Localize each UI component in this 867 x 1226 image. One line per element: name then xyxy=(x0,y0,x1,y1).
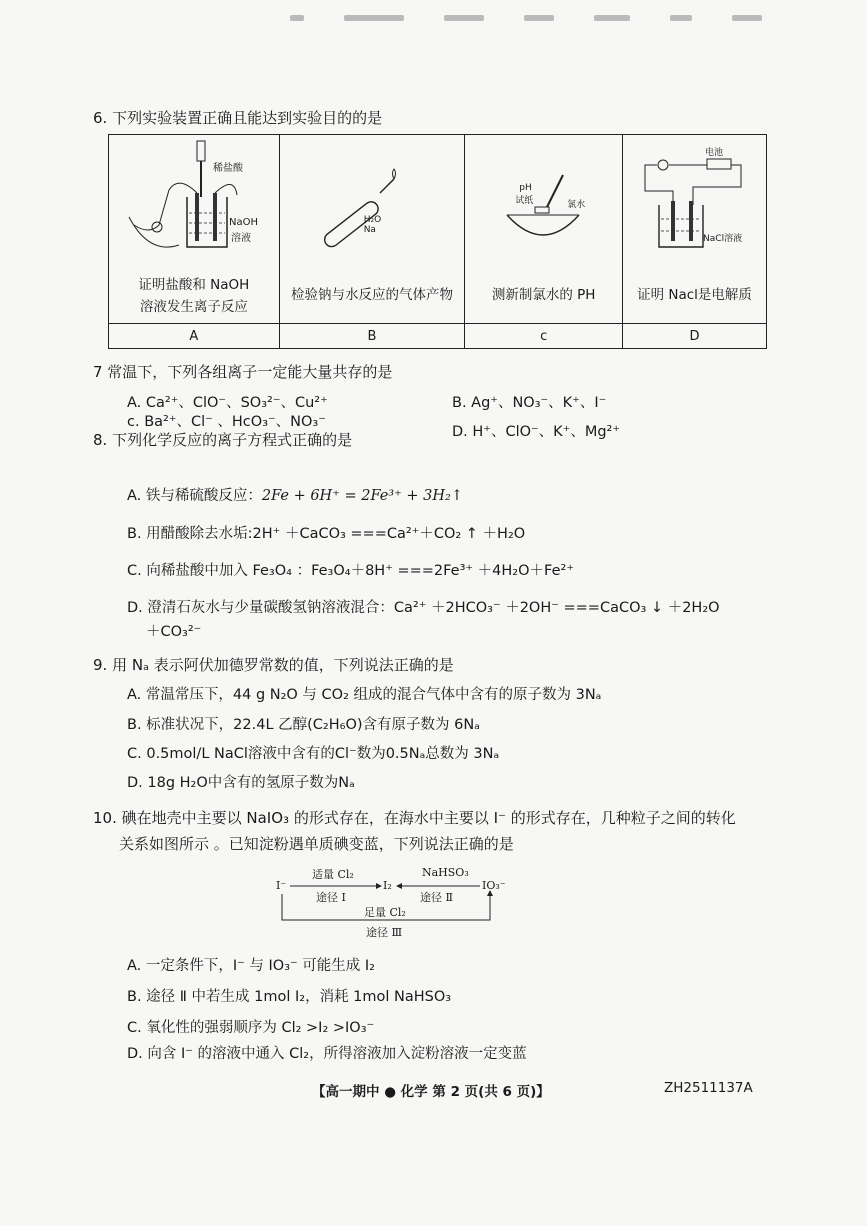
q10-option-a: A. 一定条件下，I⁻ 与 IO₃⁻ 可能生成 I₂ xyxy=(127,958,375,974)
iodine-conversion-diagram xyxy=(272,864,512,942)
exam-code: ZH2511137A xyxy=(664,1080,753,1096)
q8-option-a-equation: 2Fe + 6H⁺ = 2Fe³⁺ + 3H₂↑ xyxy=(261,488,463,504)
q6-experiment-table xyxy=(108,134,767,349)
q8-option-d-line1: D. 澄清石灰水与少量碳酸氢钠溶液混合：Ca²⁺ ＋2HCO₃⁻ ＋2OH⁻ ===CaCO₃ ↓ ＋2H₂O xyxy=(127,600,720,616)
q6-letter-a: A xyxy=(109,324,280,349)
q6-letter-d: D xyxy=(623,324,767,349)
species-iodide: I⁻ xyxy=(276,879,287,892)
label-h2o: H₂O xyxy=(363,215,382,225)
q8-option-a xyxy=(127,486,463,506)
label-naoh: NaOH xyxy=(229,217,258,228)
q9-option-b: B. 标准状况下，22.4L 乙醇(C₂H₆O)含有原子数为 6Nₐ xyxy=(127,717,480,733)
q8-option-a-prefix: A. 铁与稀硫酸反应： xyxy=(127,488,262,504)
label-chlorine-water: 氯水 xyxy=(567,200,586,210)
q6-letter-c: c xyxy=(465,324,623,349)
page-footer: 【高一期中 ● 化学 第 2 页(共 6 页)】 xyxy=(312,1084,550,1100)
q8-option-b: B. 用醋酸除去水垢:2H⁺ ＋CaCO₃ ===Ca²⁺＋CO₂ ↑ ＋H₂O xyxy=(127,526,526,542)
q9-option-a: A. 常温常压下，44 g N₂O 与 CO₂ 组成的混合气体中含有的原子数为 3Nₐ xyxy=(127,687,602,703)
q8-option-c: C. 向稀盐酸中加入 Fe₃O₄ ：Fe₃O₄＋8H⁺ ===2Fe³⁺ ＋4H₂O＋Fe²⁺ xyxy=(127,563,574,579)
route-3-label: 途径 Ⅲ xyxy=(366,926,403,939)
q9-option-d: D. 18g H₂O中含有的氢原子数为Nₐ xyxy=(127,775,355,791)
q7-option-b: B. Ag⁺、NO₃⁻、K⁺、I⁻ xyxy=(452,395,607,411)
q6-stem: 6. 下列实验装置正确且能达到实验目的的是 xyxy=(93,109,383,127)
q6-cell-a xyxy=(109,135,280,324)
q6-b-desc: 检验钠与水反应的气体产物 xyxy=(290,287,453,303)
label-ph: pH xyxy=(519,183,532,193)
q6-cell-d xyxy=(623,135,767,324)
reagent-cl2-excess: 足量 Cl₂ xyxy=(364,906,406,919)
q10-stem-line2: 关系如图所示 。已知淀粉遇单质碘变蓝，下列说法正确的是 xyxy=(119,835,514,853)
q8-stem: 8. 下列化学反应的离子方程式正确的是 xyxy=(93,431,353,449)
label-naoh-solution: 溶液 xyxy=(231,233,251,244)
q6-a-desc-1: 证明盐酸和 NaOH xyxy=(138,277,250,293)
q7-stem: 7 常温下，下列各组离子一定能大量共存的是 xyxy=(93,363,393,381)
q9-stem: 9. 用 Nₐ 表示阿伏加德罗常数的值，下列说法正确的是 xyxy=(93,656,454,674)
q10-stem-line1: 10. 碘在地壳中主要以 NaIO₃ 的形式存在，在海水中主要以 I⁻ 的形式存在，几种粒子之间的转化 xyxy=(93,809,736,827)
q10-option-b: B. 途径 Ⅱ 中若生成 1mol I₂，消耗 1mol NaHSO₃ xyxy=(127,989,452,1005)
q6-d-desc: 证明 Nacl是电解质 xyxy=(637,287,752,303)
q6-cell-c xyxy=(465,135,623,324)
reagent-nahso3: NaHSO₃ xyxy=(422,866,469,879)
species-iodine: I₂ xyxy=(383,879,392,892)
reagent-cl2-moderate: 适量 Cl₂ xyxy=(312,868,354,881)
label-nacl-solution: NaCl溶液 xyxy=(703,234,743,244)
label-na: Na xyxy=(363,225,376,235)
q7-option-a: A. Ca²⁺、ClO⁻、SO₃²⁻、Cu²⁺ xyxy=(127,395,328,411)
q9-option-c: C. 0.5mol/L NaCl溶液中含有的Cl⁻数为0.5Nₐ总数为 3Nₐ xyxy=(127,746,500,762)
q6-letter-b: B xyxy=(279,324,465,349)
q8-option-d-line2: ＋CO₃²⁻ xyxy=(146,624,202,640)
q7-option-c: c. Ba²⁺、Cl⁻ 、HcO₃⁻、NO₃⁻ xyxy=(127,414,326,430)
scan-header-noise xyxy=(290,6,830,24)
label-battery: 电池 xyxy=(705,148,724,158)
route-2-label: 途径 Ⅱ xyxy=(420,891,453,904)
q7-option-d: D. H⁺、ClO⁻、K⁺、Mg²⁺ xyxy=(452,424,621,440)
q10-option-c: C. 氧化性的强弱顺序为 Cl₂ >I₂ >IO₃⁻ xyxy=(127,1020,375,1036)
label-dilute-hcl: 稀盐酸 xyxy=(213,163,243,174)
q6-a-desc-2: 溶液发生离子反应 xyxy=(139,299,248,315)
label-test-paper: 试纸 xyxy=(515,196,534,206)
q6-cell-b xyxy=(279,135,465,324)
q6-c-desc: 测新制氯水的 PH xyxy=(491,287,596,303)
species-iodate: IO₃⁻ xyxy=(482,879,506,892)
route-1-label: 途径 Ⅰ xyxy=(316,891,346,904)
q10-option-d: D. 向含 I⁻ 的溶液中通入 Cl₂，所得溶液加入淀粉溶液一定变蓝 xyxy=(127,1046,527,1062)
